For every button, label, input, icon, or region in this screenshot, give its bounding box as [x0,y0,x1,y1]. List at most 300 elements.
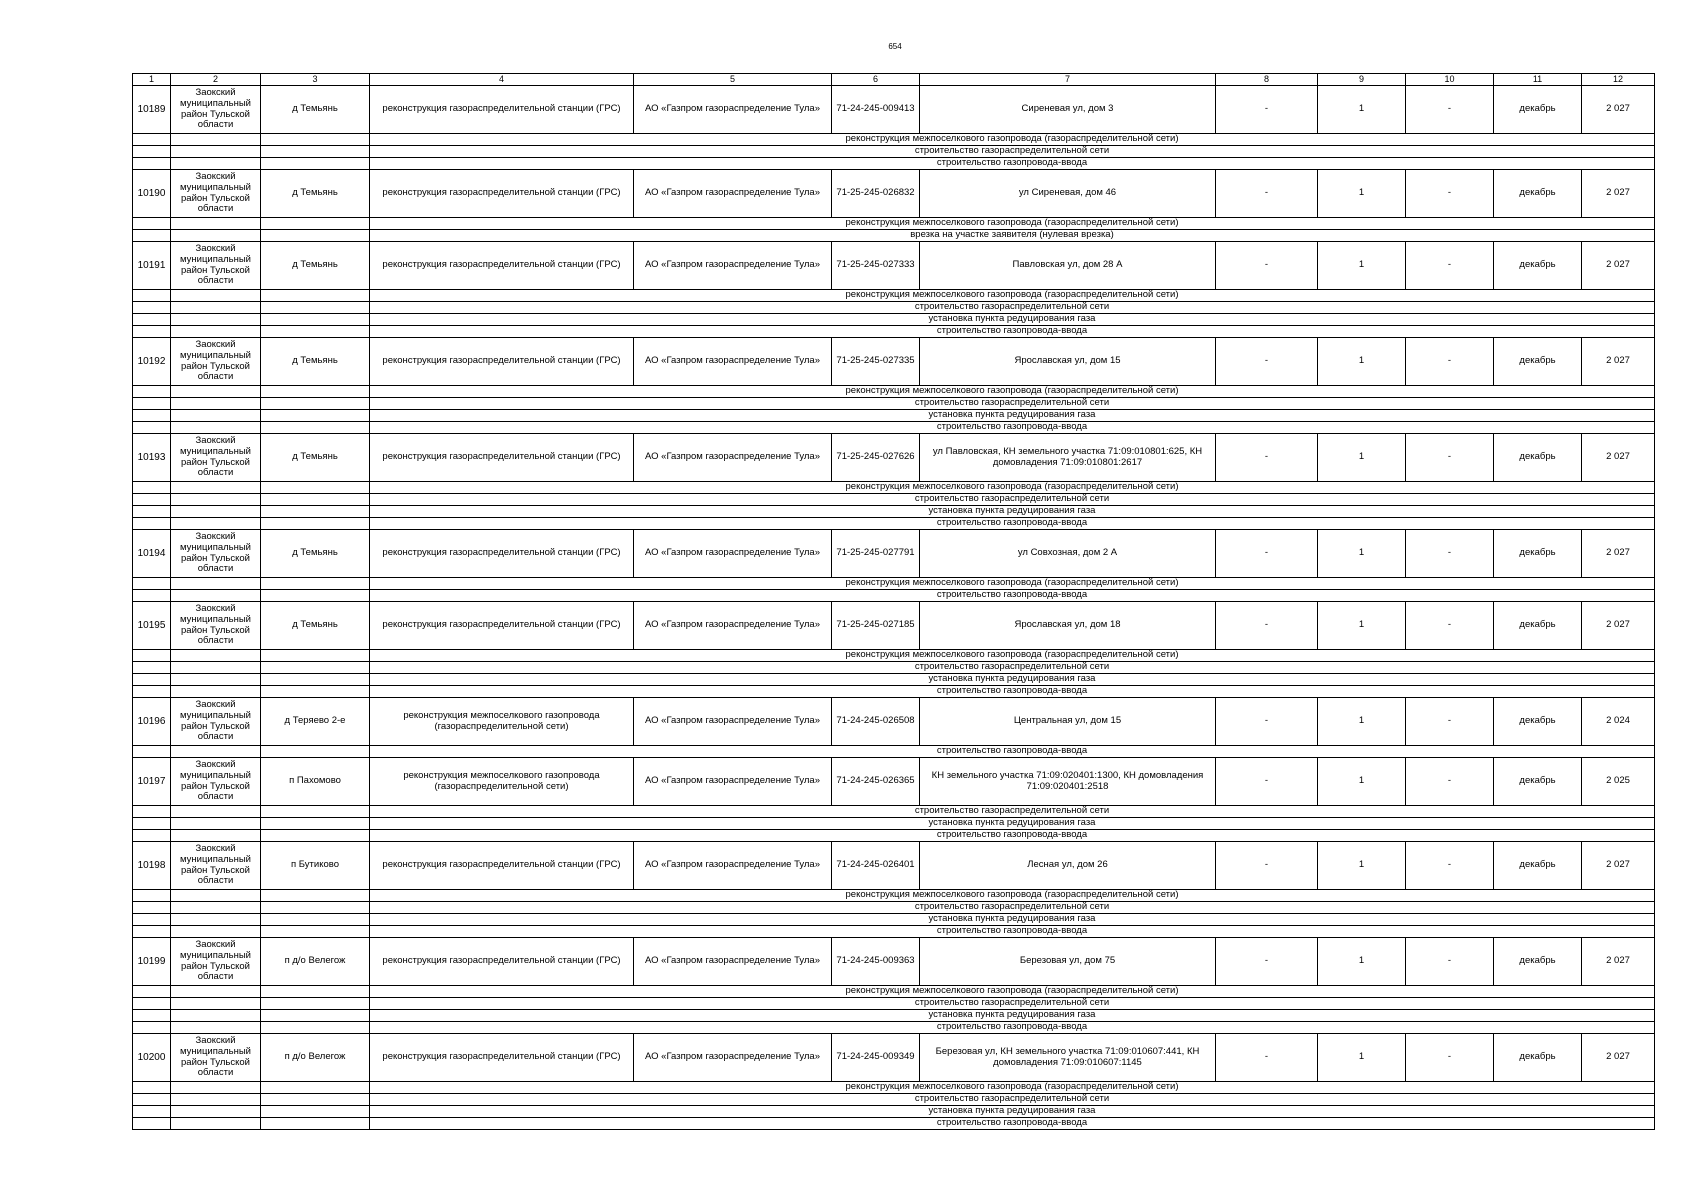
application-number: 71-24-245-026508 [832,698,920,746]
empty-cell [171,1022,261,1034]
work-row [133,386,1655,398]
col-9-value: 1 [1318,1034,1406,1082]
work-description: реконструкция межпоселкового газопровода (газораспределительной сети) [370,1082,1655,1094]
work-row [133,746,1655,758]
col-8-value: - [1216,242,1318,290]
page-number: 654 [888,42,902,51]
work-row [133,1082,1655,1094]
empty-cell [133,422,171,434]
object-type: реконструкция межпоселкового газопровода (газораспределительной сети) [370,698,634,746]
empty-cell [171,146,261,158]
work-description: установка пункта редуцирования газа [370,506,1655,518]
empty-cell [261,806,370,818]
work-description: строительство газопровода-ввода [370,830,1655,842]
empty-cell [261,926,370,938]
column-header: 3 [261,74,370,86]
empty-cell [261,674,370,686]
empty-cell [171,818,261,830]
empty-cell [133,314,171,326]
empty-cell [261,662,370,674]
application-number: 71-24-245-026365 [832,758,920,806]
object-type: реконструкция газораспределительной станции (ГРС) [370,842,634,890]
table-row [133,170,1655,218]
empty-cell [171,482,261,494]
col-10-value: - [1406,698,1494,746]
empty-cell [261,326,370,338]
table-row [133,1034,1655,1082]
col-10-value: - [1406,602,1494,650]
col-10-value: - [1406,842,1494,890]
empty-cell [133,218,171,230]
work-description: строительство газораспределительной сети [370,398,1655,410]
application-number: 71-25-245-027626 [832,434,920,482]
application-number: 71-25-245-027333 [832,242,920,290]
empty-cell [171,674,261,686]
municipality: Заокский муниципальный район Тульской области [171,434,261,482]
work-row [133,926,1655,938]
work-row [133,146,1655,158]
empty-cell [133,1106,171,1118]
empty-cell [171,410,261,422]
record-number: 10196 [133,698,171,746]
column-header: 2 [171,74,261,86]
work-description: строительство газопровода-ввода [370,326,1655,338]
empty-cell [261,314,370,326]
municipality: Заокский муниципальный район Тульской области [171,86,261,134]
work-description: строительство газопровода-ввода [370,1022,1655,1034]
work-row [133,494,1655,506]
deadline-month: декабрь [1494,530,1582,578]
deadline-month: декабрь [1494,698,1582,746]
col-10-value: - [1406,938,1494,986]
empty-cell [133,1118,171,1130]
empty-cell [261,482,370,494]
empty-cell [171,386,261,398]
object-type: реконструкция газораспределительной станции (ГРС) [370,170,634,218]
empty-cell [261,650,370,662]
col-9-value: 1 [1318,434,1406,482]
empty-cell [261,578,370,590]
settlement: д Темьянь [261,434,370,482]
empty-cell [261,146,370,158]
empty-cell [261,494,370,506]
table-row [133,602,1655,650]
empty-cell [133,158,171,170]
deadline-month: декабрь [1494,1034,1582,1082]
record-number: 10199 [133,938,171,986]
col-10-value: - [1406,86,1494,134]
work-row [133,398,1655,410]
application-number: 71-25-245-027335 [832,338,920,386]
work-description: установка пункта редуцирования газа [370,914,1655,926]
empty-cell [261,290,370,302]
address: Ярославская ул, дом 15 [920,338,1216,386]
work-description: строительство газопровода-ввода [370,1118,1655,1130]
work-row [133,290,1655,302]
work-description: установка пункта редуцирования газа [370,674,1655,686]
empty-cell [261,902,370,914]
empty-cell [133,230,171,242]
table-row [133,938,1655,986]
empty-cell [171,506,261,518]
work-row [133,422,1655,434]
object-type: реконструкция газораспределительной станции (ГРС) [370,242,634,290]
work-row [133,1094,1655,1106]
work-description: строительство газораспределительной сети [370,494,1655,506]
empty-cell [133,146,171,158]
address: КН земельного участка 71:09:020401:1300, КН домовладения 71:09:020401:2518 [920,758,1216,806]
table-row [133,842,1655,890]
empty-cell [261,1094,370,1106]
registry-table [132,73,1655,1130]
work-description: реконструкция межпоселкового газопровода (газораспределительной сети) [370,218,1655,230]
organization: АО «Газпром газораспределение Тула» [634,86,832,134]
empty-cell [133,134,171,146]
work-row [133,302,1655,314]
work-row [133,1118,1655,1130]
address: Березовая ул, КН земельного участка 71:09:010607:441, КН домовладения 71:09:010607:1145 [920,1034,1216,1082]
empty-cell [133,506,171,518]
column-header: 6 [832,74,920,86]
work-description: врезка на участке заявителя (нулевая врезка) [370,230,1655,242]
col-10-value: - [1406,1034,1494,1082]
object-type: реконструкция газораспределительной станции (ГРС) [370,530,634,578]
column-header: 7 [920,74,1216,86]
table-row [133,530,1655,578]
address: Ярославская ул, дом 18 [920,602,1216,650]
settlement: д Темьянь [261,86,370,134]
municipality: Заокский муниципальный район Тульской области [171,758,261,806]
settlement: д Темьянь [261,602,370,650]
municipality: Заокский муниципальный район Тульской области [171,1034,261,1082]
empty-cell [133,1010,171,1022]
work-row [133,1106,1655,1118]
col-9-value: 1 [1318,170,1406,218]
municipality: Заокский муниципальный район Тульской области [171,170,261,218]
organization: АО «Газпром газораспределение Тула» [634,1034,832,1082]
empty-cell [171,158,261,170]
empty-cell [133,590,171,602]
empty-cell [133,662,171,674]
col-9-value: 1 [1318,698,1406,746]
column-header: 5 [634,74,832,86]
work-row [133,914,1655,926]
work-description: установка пункта редуцирования газа [370,314,1655,326]
empty-cell [171,986,261,998]
application-number: 71-24-245-009363 [832,938,920,986]
record-number: 10189 [133,86,171,134]
deadline-month: декабрь [1494,842,1582,890]
empty-cell [171,902,261,914]
col-8-value: - [1216,758,1318,806]
column-header: 9 [1318,74,1406,86]
work-row [133,158,1655,170]
col-9-value: 1 [1318,938,1406,986]
work-description: строительство газопровода-ввода [370,746,1655,758]
settlement: д Темьянь [261,338,370,386]
col-10-value: - [1406,434,1494,482]
col-10-value: - [1406,530,1494,578]
empty-cell [261,986,370,998]
object-type: реконструкция газораспределительной станции (ГРС) [370,938,634,986]
empty-cell [133,686,171,698]
empty-cell [133,914,171,926]
empty-cell [171,134,261,146]
municipality: Заокский муниципальный район Тульской области [171,530,261,578]
work-row [133,1010,1655,1022]
work-description: реконструкция межпоселкового газопровода (газораспределительной сети) [370,290,1655,302]
table-row [133,698,1655,746]
application-number: 71-24-245-009349 [832,1034,920,1082]
record-number: 10195 [133,602,171,650]
municipality: Заокский муниципальный район Тульской области [171,698,261,746]
object-type: реконструкция газораспределительной станции (ГРС) [370,602,634,650]
table-row [133,758,1655,806]
empty-cell [171,1010,261,1022]
empty-cell [261,1022,370,1034]
empty-cell [171,998,261,1010]
work-description: реконструкция межпоселкового газопровода (газораспределительной сети) [370,986,1655,998]
col-8-value: - [1216,86,1318,134]
settlement: д Темьянь [261,242,370,290]
empty-cell [133,1082,171,1094]
deadline-month: декабрь [1494,758,1582,806]
empty-cell [171,1118,261,1130]
deadline-year: 2 027 [1582,602,1655,650]
empty-cell [261,1106,370,1118]
record-number: 10198 [133,842,171,890]
empty-cell [133,902,171,914]
empty-cell [171,218,261,230]
work-row [133,230,1655,242]
empty-cell [261,746,370,758]
work-description: реконструкция межпоселкового газопровода (газораспределительной сети) [370,482,1655,494]
empty-cell [133,830,171,842]
empty-cell [171,398,261,410]
work-row [133,506,1655,518]
empty-cell [261,1118,370,1130]
deadline-month: декабрь [1494,242,1582,290]
empty-cell [171,926,261,938]
work-row [133,686,1655,698]
organization: АО «Газпром газораспределение Тула» [634,938,832,986]
address: Березовая ул, дом 75 [920,938,1216,986]
record-number: 10194 [133,530,171,578]
work-row [133,818,1655,830]
deadline-year: 2 027 [1582,86,1655,134]
work-description: реконструкция межпоселкового газопровода (газораспределительной сети) [370,890,1655,902]
empty-cell [171,314,261,326]
municipality: Заокский муниципальный район Тульской области [171,842,261,890]
object-type: реконструкция газораспределительной станции (ГРС) [370,86,634,134]
col-10-value: - [1406,170,1494,218]
work-description: реконструкция межпоселкового газопровода (газораспределительной сети) [370,650,1655,662]
column-header: 8 [1216,74,1318,86]
settlement: д Темьянь [261,170,370,218]
deadline-year: 2 025 [1582,758,1655,806]
empty-cell [171,590,261,602]
empty-cell [261,410,370,422]
organization: АО «Газпром газораспределение Тула» [634,170,832,218]
empty-cell [133,746,171,758]
empty-cell [171,1082,261,1094]
empty-cell [261,230,370,242]
empty-cell [171,1106,261,1118]
col-10-value: - [1406,242,1494,290]
work-description: реконструкция межпоселкового газопровода (газораспределительной сети) [370,578,1655,590]
record-number: 10192 [133,338,171,386]
empty-cell [133,986,171,998]
empty-cell [261,1010,370,1022]
empty-cell [133,494,171,506]
work-row [133,662,1655,674]
work-row [133,890,1655,902]
table-row [133,242,1655,290]
empty-cell [261,590,370,602]
work-row [133,1022,1655,1034]
settlement: п Пахомово [261,758,370,806]
municipality: Заокский муниципальный район Тульской области [171,938,261,986]
empty-cell [133,998,171,1010]
work-description: установка пункта редуцирования газа [370,1106,1655,1118]
col-8-value: - [1216,338,1318,386]
organization: АО «Газпром газораспределение Тула» [634,758,832,806]
empty-cell [133,410,171,422]
empty-cell [171,518,261,530]
work-row [133,590,1655,602]
record-number: 10197 [133,758,171,806]
empty-cell [133,674,171,686]
col-8-value: - [1216,842,1318,890]
deadline-year: 2 027 [1582,842,1655,890]
empty-cell [261,218,370,230]
empty-cell [133,398,171,410]
empty-cell [171,914,261,926]
empty-cell [171,686,261,698]
empty-cell [133,518,171,530]
application-number: 71-25-245-026832 [832,170,920,218]
municipality: Заокский муниципальный район Тульской области [171,242,261,290]
empty-cell [261,302,370,314]
work-description: строительство газопровода-ввода [370,926,1655,938]
registry-body [133,86,1655,1130]
empty-cell [261,386,370,398]
work-row [133,314,1655,326]
settlement: п Бутиково [261,842,370,890]
empty-cell [133,926,171,938]
settlement: п д/о Велегож [261,938,370,986]
work-row [133,410,1655,422]
work-row [133,518,1655,530]
deadline-year: 2 027 [1582,338,1655,386]
empty-cell [171,302,261,314]
empty-cell [171,650,261,662]
address: Павловская ул, дом 28 А [920,242,1216,290]
column-header: 1 [133,74,171,86]
work-description: строительство газораспределительной сети [370,806,1655,818]
work-row [133,674,1655,686]
empty-cell [261,518,370,530]
address: ул Совхозная, дом 2 А [920,530,1216,578]
empty-cell [261,134,370,146]
municipality: Заокский муниципальный район Тульской области [171,338,261,386]
empty-cell [133,302,171,314]
organization: АО «Газпром газораспределение Тула» [634,698,832,746]
empty-cell [261,158,370,170]
settlement: д Теряево 2-е [261,698,370,746]
column-header: 10 [1406,74,1494,86]
work-description: строительство газопровода-ввода [370,590,1655,602]
work-row [133,134,1655,146]
work-row [133,578,1655,590]
work-description: установка пункта редуцирования газа [370,410,1655,422]
work-description: установка пункта редуцирования газа [370,1010,1655,1022]
deadline-month: декабрь [1494,602,1582,650]
deadline-year: 2 024 [1582,698,1655,746]
work-row [133,482,1655,494]
col-8-value: - [1216,434,1318,482]
empty-cell [133,806,171,818]
empty-cell [133,890,171,902]
object-type: реконструкция газораспределительной станции (ГРС) [370,1034,634,1082]
empty-cell [261,686,370,698]
work-description: строительство газопровода-ввода [370,158,1655,170]
empty-cell [171,290,261,302]
work-description: строительство газораспределительной сети [370,998,1655,1010]
work-row [133,902,1655,914]
col-8-value: - [1216,698,1318,746]
deadline-year: 2 027 [1582,242,1655,290]
application-number: 71-25-245-027791 [832,530,920,578]
deadline-month: декабрь [1494,170,1582,218]
empty-cell [261,914,370,926]
address: Сиреневая ул, дом 3 [920,86,1216,134]
col-9-value: 1 [1318,842,1406,890]
address: Лесная ул, дом 26 [920,842,1216,890]
col-8-value: - [1216,1034,1318,1082]
col-9-value: 1 [1318,602,1406,650]
table-row [133,434,1655,482]
col-10-value: - [1406,338,1494,386]
empty-cell [261,1082,370,1094]
municipality: Заокский муниципальный район Тульской области [171,602,261,650]
organization: АО «Газпром газораспределение Тула» [634,530,832,578]
work-description: строительство газораспределительной сети [370,146,1655,158]
column-number-row [133,74,1655,86]
empty-cell [171,890,261,902]
organization: АО «Газпром газораспределение Тула» [634,338,832,386]
col-9-value: 1 [1318,338,1406,386]
empty-cell [133,578,171,590]
record-number: 10193 [133,434,171,482]
deadline-month: декабрь [1494,86,1582,134]
col-9-value: 1 [1318,86,1406,134]
table-row [133,86,1655,134]
column-header: 11 [1494,74,1582,86]
settlement: д Темьянь [261,530,370,578]
work-description: строительство газопровода-ввода [370,686,1655,698]
work-description: строительство газораспределительной сети [370,1094,1655,1106]
empty-cell [133,1022,171,1034]
work-row [133,998,1655,1010]
application-number: 71-24-245-009413 [832,86,920,134]
work-description: строительство газораспределительной сети [370,662,1655,674]
work-row [133,218,1655,230]
empty-cell [133,386,171,398]
address: ул Сиреневая, дом 46 [920,170,1216,218]
deadline-year: 2 027 [1582,530,1655,578]
object-type: реконструкция газораспределительной станции (ГРС) [370,434,634,482]
